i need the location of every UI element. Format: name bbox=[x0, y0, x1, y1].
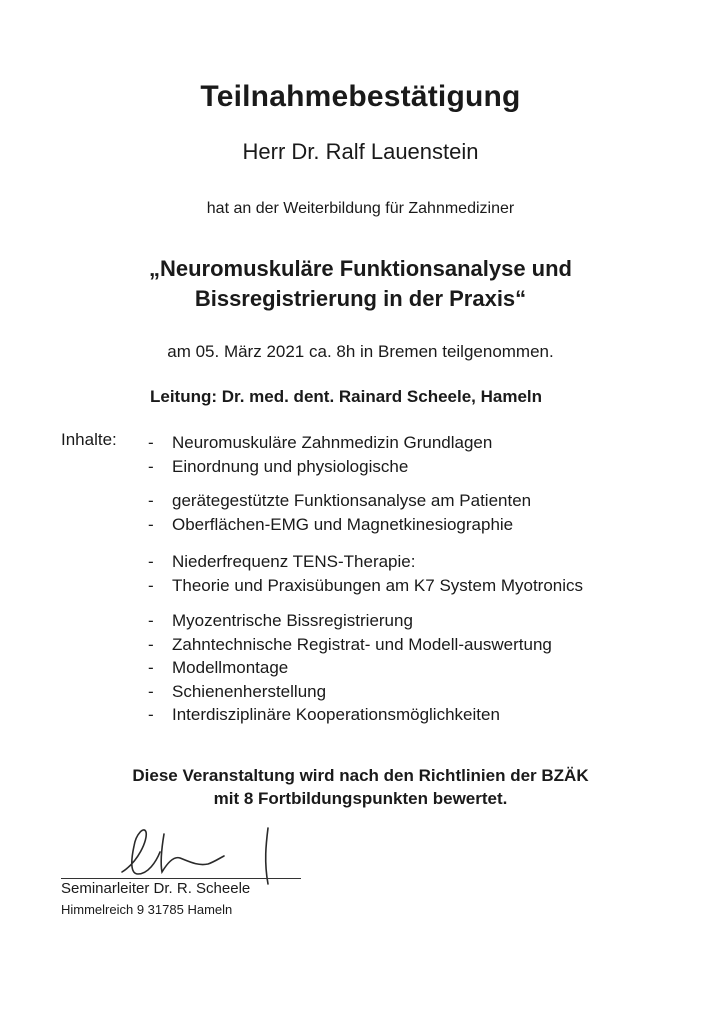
list-item: - Theorie und Praxisübungen am K7 System Myotronics bbox=[148, 574, 583, 598]
contents-label: Inhalte: bbox=[61, 430, 117, 449]
recipient-name: Herr Dr. Ralf Lauenstein bbox=[242, 139, 479, 164]
dash-bullet: - bbox=[148, 514, 154, 534]
course-title bbox=[0, 254, 721, 314]
dash-bullet: - bbox=[148, 456, 154, 476]
course-title-line-1: „Neuromuskuläre Funktionsanalyse und bbox=[149, 256, 572, 281]
contents-group-4 bbox=[148, 609, 552, 727]
course-leader: Leitung: Dr. med. dent. Rainard Scheele, Hameln bbox=[150, 387, 543, 406]
signature-line bbox=[61, 878, 301, 879]
contents-group-2 bbox=[148, 489, 531, 536]
date-line: am 05. März 2021 ca. 8h in Bremen teilgenommen. bbox=[167, 342, 554, 361]
contents-group-3 bbox=[148, 550, 583, 597]
dash-bullet: - bbox=[148, 634, 154, 654]
list-item: - Einordnung und physiologische bbox=[148, 455, 492, 479]
dash-bullet: - bbox=[148, 575, 154, 595]
dash-bullet: - bbox=[148, 611, 154, 630]
list-item: - Modellmontage bbox=[148, 656, 552, 680]
list-item: - Zahntechnische Registrat- und Modell-auswertung bbox=[148, 633, 552, 657]
list-item: - Niederfrequenz TENS-Therapie: bbox=[148, 550, 583, 574]
intro-text: hat an der Weiterbildung für Zahnmediziner bbox=[206, 200, 515, 217]
dash-bullet: - bbox=[148, 433, 154, 452]
accreditation-note bbox=[0, 764, 721, 810]
list-item: - Neuromuskuläre Zahnmedizin Grundlagen bbox=[148, 431, 492, 455]
accreditation-note-line-1: Diese Veranstaltung wird nach den Richtlinien der BZÄK bbox=[132, 766, 589, 785]
handwritten-signature bbox=[108, 822, 308, 886]
dash-bullet: - bbox=[148, 491, 154, 510]
accreditation-note-line-2: mit 8 Fortbildungspunkten bewertet. bbox=[213, 789, 508, 808]
list-item: - gerätegestützte Funktionsanalyse am Patienten bbox=[148, 489, 531, 513]
dash-bullet: - bbox=[148, 681, 154, 701]
list-item: - Myozentrische Bissregistrierung bbox=[148, 609, 552, 633]
list-item: - Interdisziplinäre Kooperationsmöglichkeiten bbox=[148, 703, 552, 727]
dash-bullet: - bbox=[148, 658, 154, 677]
list-item: - Oberflächen-EMG und Magnetkinesiographie bbox=[148, 513, 531, 537]
seminar-leader-address: Himmelreich 9 31785 Hameln bbox=[61, 902, 233, 917]
contents-group-1 bbox=[148, 431, 492, 478]
dash-bullet: - bbox=[148, 705, 154, 724]
dash-bullet: - bbox=[148, 552, 154, 571]
list-item: - Schienenherstellung bbox=[148, 680, 552, 704]
course-title-line-2: Bissregistrierung in der Praxis“ bbox=[194, 286, 527, 311]
certificate-title: Teilnahmebestätigung bbox=[200, 80, 521, 113]
seminar-leader: Seminarleiter Dr. R. Scheele bbox=[61, 880, 251, 897]
